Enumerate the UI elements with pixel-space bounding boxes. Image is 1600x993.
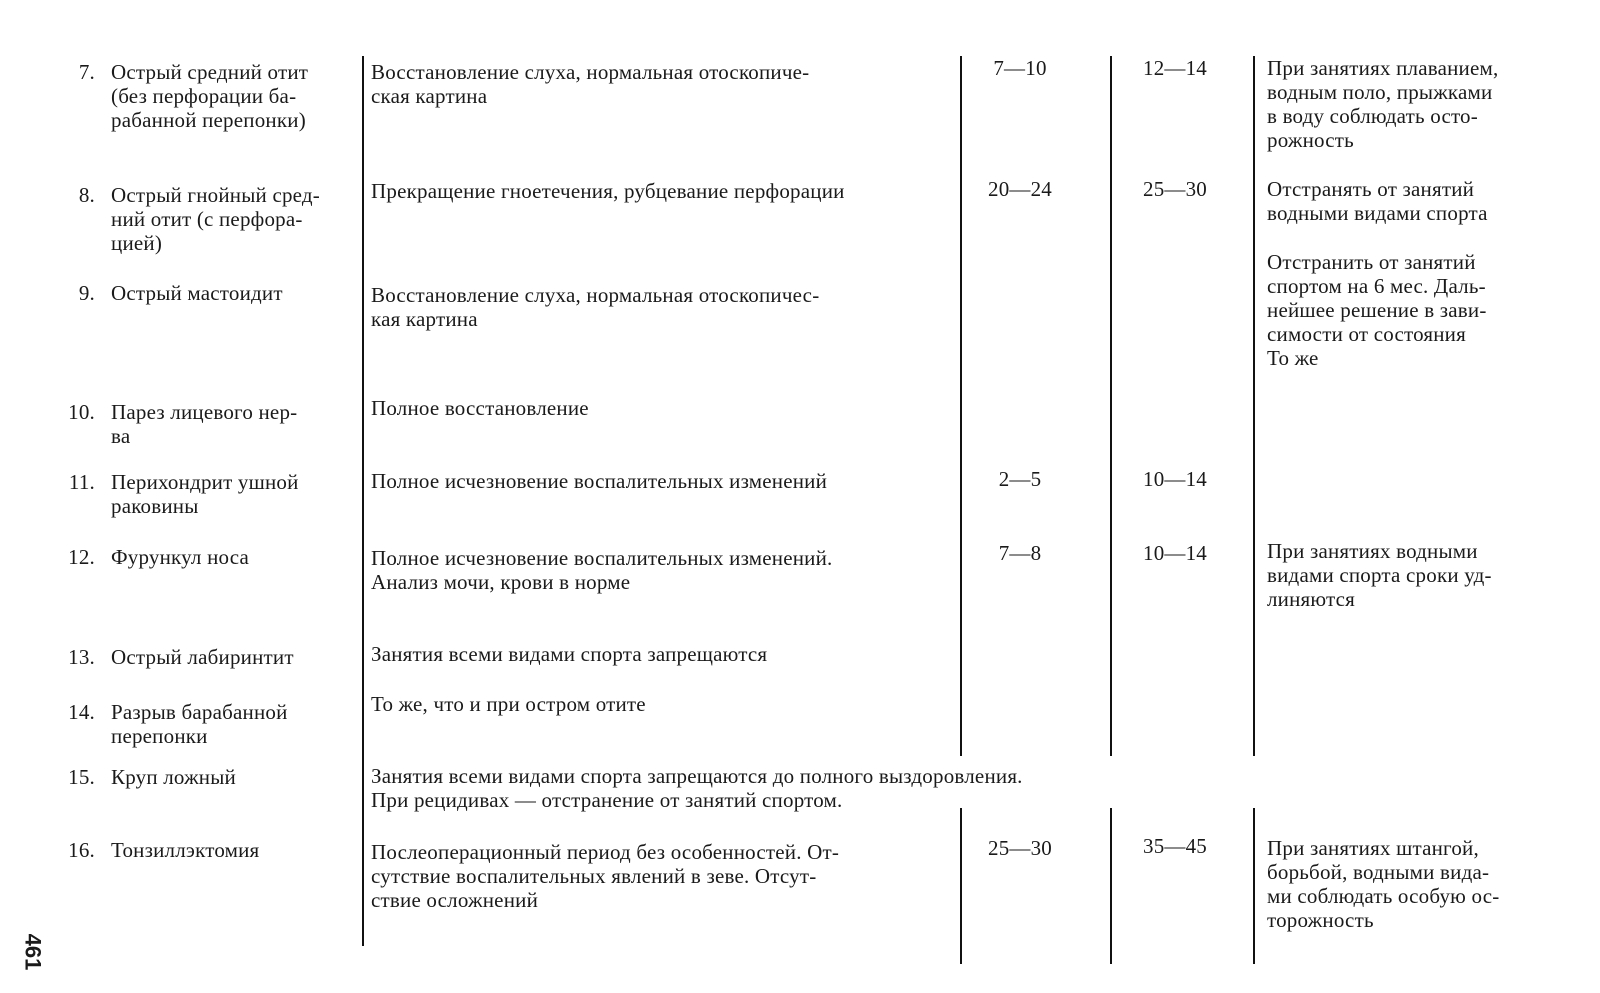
row-number: 14.	[68, 700, 95, 724]
row-number: 12.	[68, 545, 95, 569]
disease-name: Фурункул носа	[111, 545, 250, 569]
disease-cell	[55, 60, 355, 132]
days-competition: 12—14	[1143, 56, 1207, 80]
row-number: 13.	[68, 645, 95, 669]
row-number: 7.	[78, 60, 95, 84]
column-rule-4b	[1253, 808, 1255, 964]
recovery-criteria: Восстановление слуха, нормальная отоскопиче- ская картина	[371, 60, 810, 108]
disease-name: Острый лабиринтит	[111, 645, 294, 669]
disease-cell	[55, 183, 355, 255]
row-number: 11.	[68, 470, 95, 494]
days-competition: 10—14	[1143, 541, 1207, 565]
disease-name: Острый мастоидит	[111, 281, 283, 305]
disease-cell	[55, 545, 355, 617]
column-rule-1	[362, 56, 364, 946]
note: При занятиях водными видами спорта сроки уд- линяются	[1267, 539, 1492, 611]
disease-name: Круп ложный	[111, 765, 236, 789]
page-number: 461	[20, 933, 46, 971]
column-rule-3a	[1110, 56, 1112, 756]
row-number: 9.	[78, 281, 95, 305]
column-rule-2b	[960, 808, 962, 964]
disease-name: Тонзиллэктомия	[111, 838, 260, 862]
disease-cell	[55, 281, 355, 353]
recovery-criteria: Занятия всеми видами спорта запрещаются	[371, 642, 768, 666]
recovery-criteria: Занятия всеми видами спорта запрещаются до полного выздоровления. При рецидивах — отстранение от занятий спортом.	[371, 764, 1023, 812]
disease-name: Разрыв барабанной перепонки	[111, 700, 288, 748]
recovery-criteria: Прекращение гноетечения, рубцевание перфорации	[371, 179, 845, 203]
days-competition: 25—30	[1143, 177, 1207, 201]
days-start: 20—24	[988, 177, 1052, 201]
disease-cell	[55, 765, 355, 837]
days-start: 2—5	[998, 467, 1042, 491]
disease-name: Острый гнойный сред- ний отит (с перфора- цией)	[111, 183, 320, 255]
recovery-criteria: То же, что и при остром отите	[371, 692, 646, 716]
disease-name: Парез лицевого нер- ва	[111, 400, 298, 448]
recovery-criteria: Полное исчезновение воспалительных изменений	[371, 469, 828, 493]
row-number: 16.	[68, 838, 95, 862]
recovery-criteria: Полное исчезновение воспалительных изменений. Анализ мочи, крови в норме	[371, 546, 833, 594]
note: Отстранять от занятий водными видами спорта	[1267, 177, 1488, 225]
disease-cell	[55, 470, 355, 542]
row-number: 8.	[78, 183, 95, 207]
row-number: 10.	[68, 400, 95, 424]
disease-cell	[55, 838, 355, 910]
days-start: 7—8	[998, 541, 1042, 565]
disease-cell	[55, 700, 355, 772]
recovery-criteria: Восстановление слуха, нормальная отоскопичес- кая картина	[371, 283, 820, 331]
recovery-criteria: Послеоперационный период без особенностей. От- сутствие воспалительных явлений в зеве. Отсут- ствие осложнений	[371, 840, 840, 912]
days-competition: 35—45	[1143, 834, 1207, 858]
column-rule-3b	[1110, 808, 1112, 964]
days-start: 25—30	[988, 836, 1052, 860]
disease-cell	[55, 400, 355, 472]
column-rule-4a	[1253, 56, 1255, 756]
row-number: 15.	[68, 765, 95, 789]
note: При занятиях штангой, борьбой, водными вида- ми соблюдать особую ос- торожность	[1267, 836, 1500, 932]
disease-name: Острый средний отит (без перфорации ба- рабанной перепонки)	[111, 60, 309, 132]
disease-name: Перихондрит ушной раковины	[111, 470, 299, 518]
recovery-criteria: Полное восстановление	[371, 396, 589, 420]
note: При занятиях плаванием, водным поло, прыжками в воду соблюдать осто- рожность	[1267, 56, 1499, 152]
days-competition: 10—14	[1143, 467, 1207, 491]
note: Отстранить от занятий спортом на 6 мес. Даль- нейшее решение в зави- симости от состояния То же	[1267, 250, 1487, 370]
column-rule-2a	[960, 56, 962, 756]
days-start: 7—10	[993, 56, 1047, 80]
